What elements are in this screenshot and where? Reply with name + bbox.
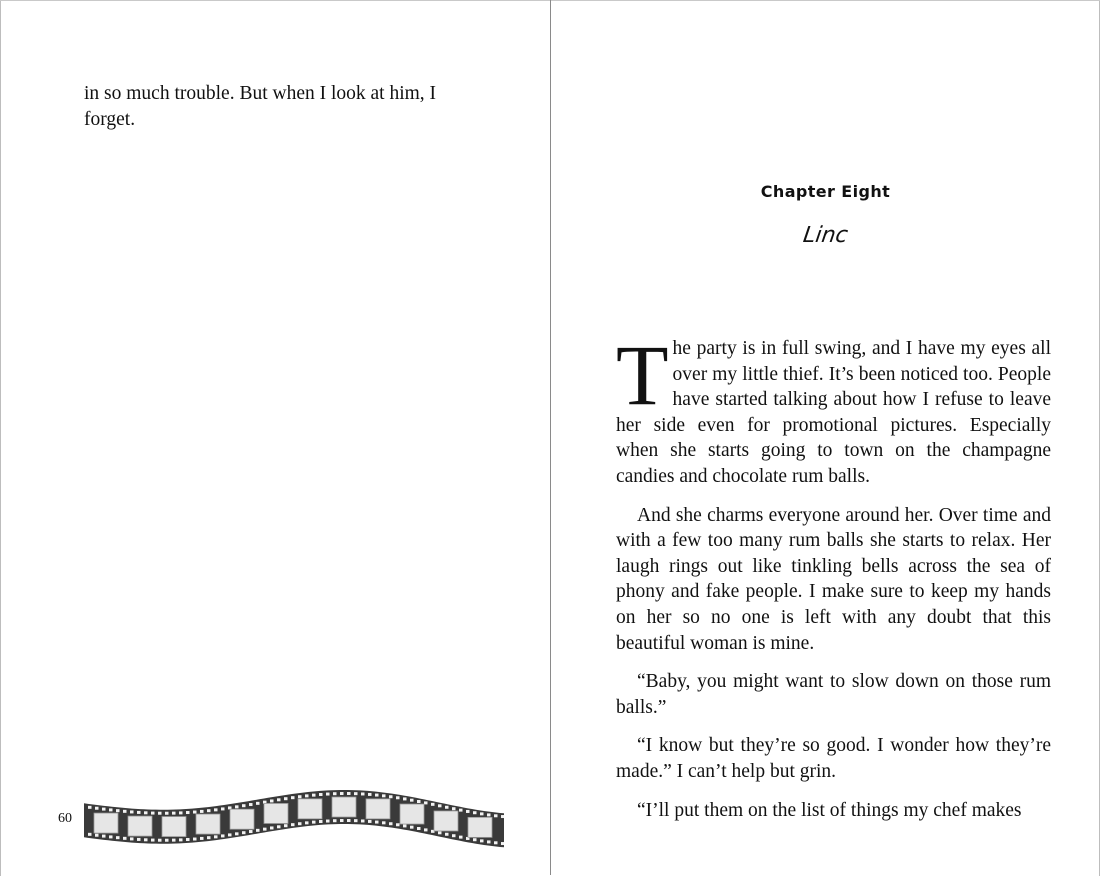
right-page <box>551 0 1100 876</box>
left-page-text: in so much trouble. But when I look at him, I forget. <box>84 83 437 130</box>
paragraph-3: “Baby, you might want to slow down on those rum balls.” <box>616 671 1051 718</box>
page-edge <box>0 1 1 876</box>
chapter-title: Chapter Eight <box>760 182 891 201</box>
film-strip-icon <box>84 788 504 848</box>
drop-cap: T <box>616 327 669 423</box>
chapter-body <box>616 327 1051 836</box>
chapter-pov-name: Linc <box>801 223 850 248</box>
paragraph-text: he party is in full swing, and I have my eyes all over my little thief. It’s been noticed too. People have started talking about how I refuse to leave her side even for promotional pictures. Especially when she starts going to town on the champagne candies and chocolate rum balls. <box>616 338 1051 487</box>
page-number: 60 <box>58 811 72 826</box>
paragraph-5: “I’ll put them on the list of things my chef makes <box>637 799 1022 821</box>
paragraph-1 <box>616 327 1051 490</box>
paragraph-2: And she charms everyone around her. Over time and with a few too many rum balls she starts to relax. Her laugh rings out like tinkling bells across the sea of phony and fake people. I make sure to keep my hands on her so no one is left with any doubt that this beautiful woman is mine. <box>616 504 1051 654</box>
paragraph-4: “I know but they’re so good. I wonder how they’re made.” I can’t help but grin. <box>616 735 1051 782</box>
